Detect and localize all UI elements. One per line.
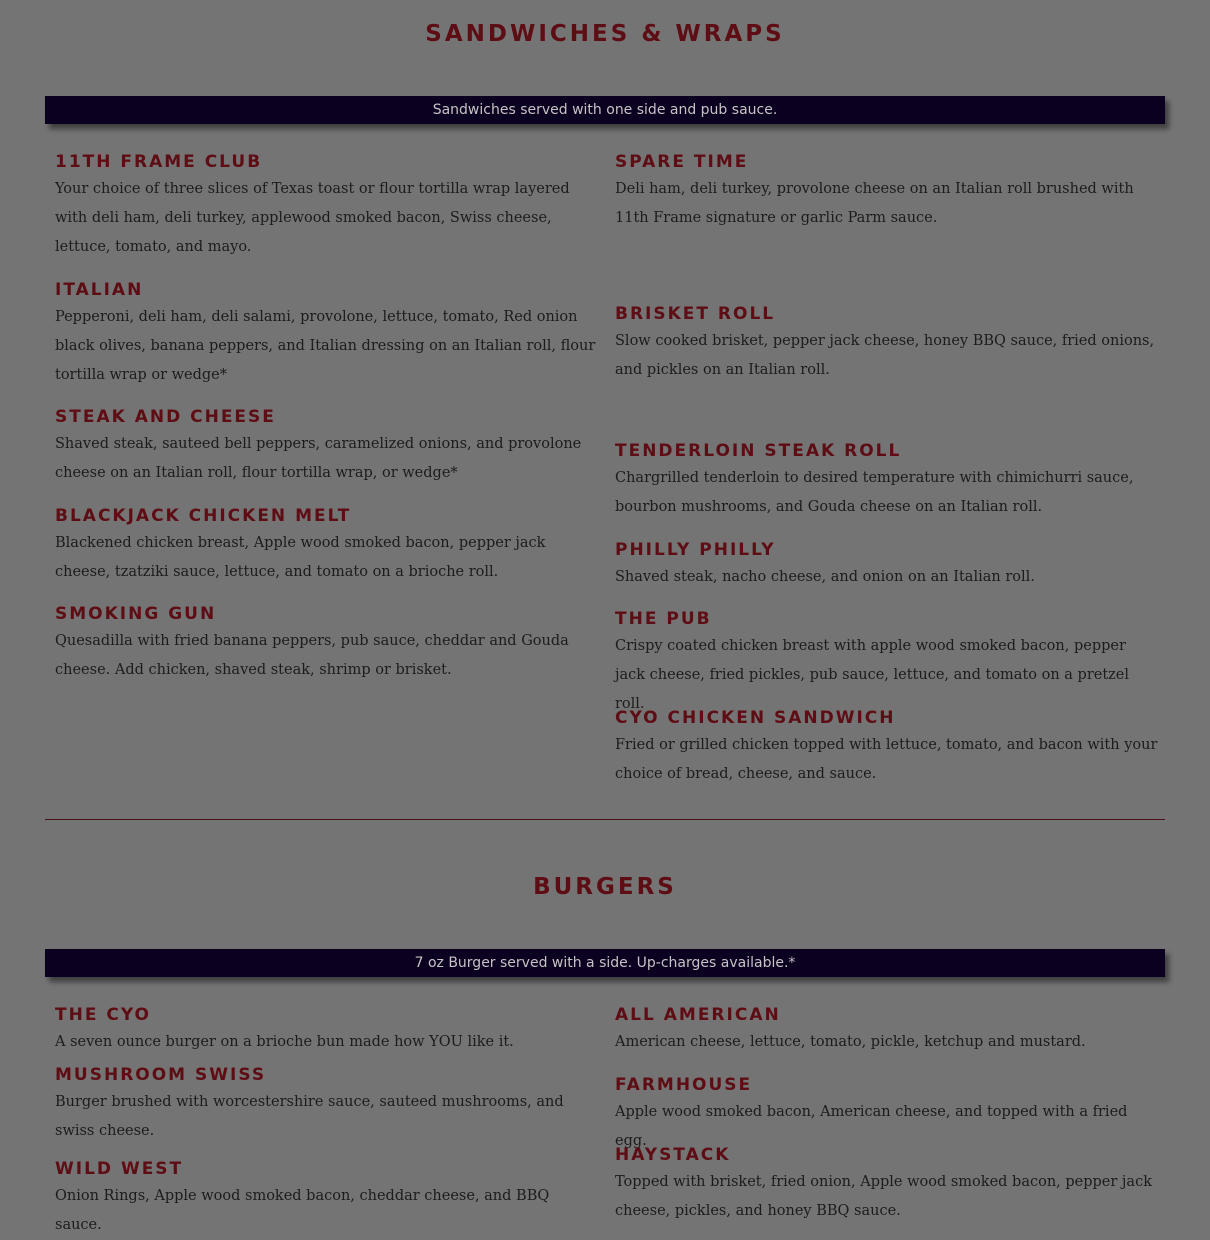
item-description: Pepperoni, deli ham, deli salami, provolone, lettuce, tomato, Red onion black olives, banana peppers, and Italian dressing on an Italian roll, flour tortilla wrap or wedge* xyxy=(55,309,596,383)
item-name: ALL AMERICAN xyxy=(615,1005,781,1025)
item-name: FARMHOUSE xyxy=(615,1075,753,1095)
item-description: A seven ounce burger on a brioche bun made how YOU like it. xyxy=(55,1034,514,1050)
menu-item xyxy=(615,303,1160,385)
menu-item xyxy=(615,440,1160,522)
menu-item xyxy=(55,1004,600,1057)
menu-item xyxy=(55,279,600,390)
section-title-sandwiches: SANDWICHES & WRAPS xyxy=(425,21,785,47)
menu-item xyxy=(615,1004,1160,1057)
item-name: BRISKET ROLL xyxy=(615,304,776,324)
section-title-burgers: BURGERS xyxy=(533,874,677,900)
item-description: Shaved steak, nacho cheese, and onion on an Italian roll. xyxy=(615,569,1035,585)
item-name: MUSHROOM SWISS xyxy=(55,1065,267,1085)
sandwiches-note-banner: Sandwiches served with one side and pub sauce. xyxy=(45,96,1165,124)
item-name: BLACKJACK CHICKEN MELT xyxy=(55,506,352,526)
menu-item xyxy=(615,707,1160,789)
item-name: SMOKING GUN xyxy=(55,604,217,624)
item-description: Burger brushed with worcestershire sauce, sauteed mushrooms, and swiss cheese. xyxy=(55,1094,564,1139)
item-description: Crispy coated chicken breast with apple wood smoked bacon, pepper jack cheese, fried pickles, pub sauce, lettuce, and tomato on a pretzel roll. xyxy=(615,638,1130,712)
burgers-note-banner: 7 oz Burger served with a side. Up-charges available.* xyxy=(45,949,1165,977)
item-name: SPARE TIME xyxy=(615,152,749,172)
item-description: Slow cooked brisket, pepper jack cheese, honey BBQ sauce, fried onions, and pickles on an Italian roll. xyxy=(615,333,1155,378)
item-description: Fried or grilled chicken topped with lettuce, tomato, and bacon with your choice of bread, cheese, and sauce. xyxy=(615,737,1158,782)
item-name: WILD WEST xyxy=(55,1159,184,1179)
item-name: 11TH FRAME CLUB xyxy=(55,152,263,172)
menu-item xyxy=(615,151,1160,233)
item-name: CYO CHICKEN SANDWICH xyxy=(615,708,896,728)
menu-item xyxy=(55,406,600,488)
item-name: PHILLY PHILLY xyxy=(615,540,776,560)
item-description: Your choice of three slices of Texas toast or flour tortilla wrap layered with deli ham, deli turkey, applewood smoked bacon, Swiss cheese, lettuce, tomato, and mayo. xyxy=(55,181,570,255)
section-divider xyxy=(45,819,1165,820)
menu-item xyxy=(55,151,600,262)
item-description: Shaved steak, sauteed bell peppers, caramelized onions, and provolone cheese on an Italian roll, flour tortilla wrap, or wedge* xyxy=(55,436,582,481)
item-description: Quesadilla with fried banana peppers, pub sauce, cheddar and Gouda cheese. Add chicken, shaved steak, shrimp or brisket. xyxy=(55,633,569,678)
menu-item xyxy=(55,603,600,685)
item-name: STEAK AND CHEESE xyxy=(55,407,276,427)
item-description: American cheese, lettuce, tomato, pickle, ketchup and mustard. xyxy=(615,1034,1086,1050)
menu-item xyxy=(615,539,1160,592)
menu-item xyxy=(55,1158,600,1240)
item-description: Onion Rings, Apple wood smoked bacon, cheddar cheese, and BBQ sauce. xyxy=(55,1188,550,1233)
item-description: Blackened chicken breast, Apple wood smoked bacon, pepper jack cheese, tzatziki sauce, lettuce, and tomato on a brioche roll. xyxy=(55,535,546,580)
item-name: THE CYO xyxy=(55,1005,151,1025)
menu-item xyxy=(55,1064,600,1146)
item-name: HAYSTACK xyxy=(615,1145,731,1165)
item-description: Deli ham, deli turkey, provolone cheese on an Italian roll brushed with 11th Frame signature or garlic Parm sauce. xyxy=(615,181,1134,226)
menu-item xyxy=(55,505,600,587)
menu-item xyxy=(615,1144,1160,1226)
item-description: Apple wood smoked bacon, American cheese, and topped with a fried egg. xyxy=(615,1104,1128,1149)
item-name: TENDERLOIN STEAK ROLL xyxy=(615,441,902,461)
item-name: ITALIAN xyxy=(55,280,144,300)
item-description: Chargrilled tenderloin to desired temperature with chimichurri sauce, bourbon mushrooms, and Gouda cheese on an Italian roll. xyxy=(615,470,1134,515)
item-description: Topped with brisket, fried onion, Apple wood smoked bacon, pepper jack cheese, pickles, and honey BBQ sauce. xyxy=(615,1174,1152,1219)
menu-item xyxy=(615,608,1160,719)
item-name: THE PUB xyxy=(615,609,712,629)
